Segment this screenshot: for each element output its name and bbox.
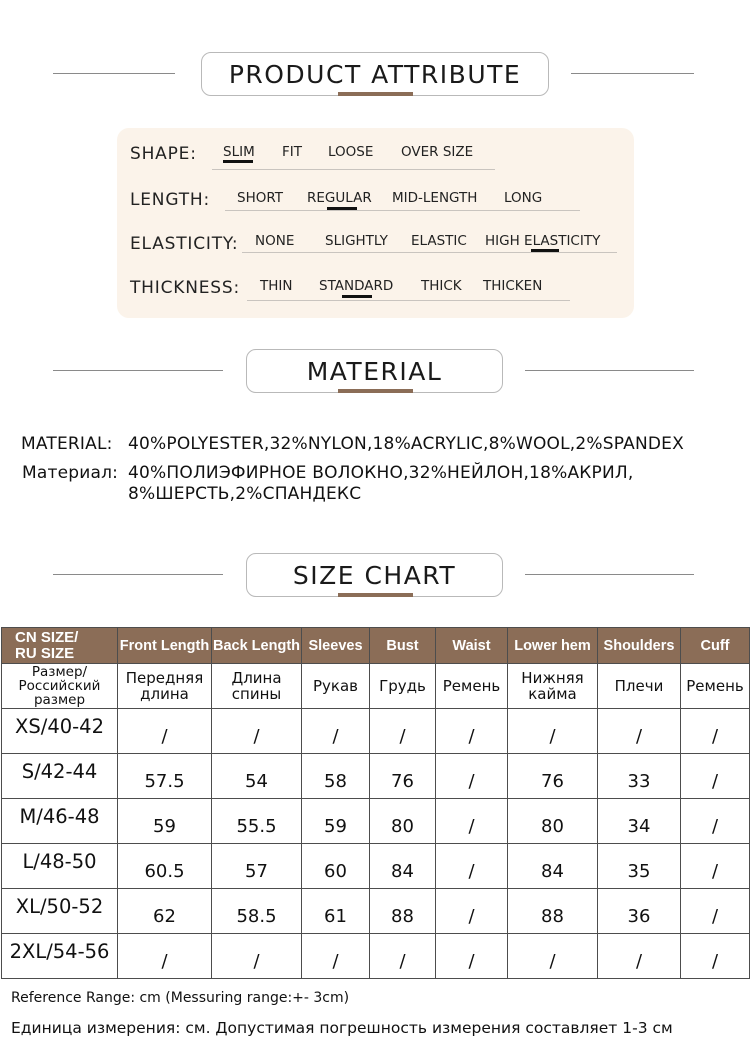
measurement-cell: 36: [598, 889, 681, 934]
table-row: [2, 889, 750, 934]
ru-header-cuff: Ремень: [681, 664, 750, 709]
option-short: SHORT: [237, 190, 283, 206]
ru-header-back-length: Длина спины: [212, 664, 302, 709]
ru-header-sleeves: Рукав: [302, 664, 370, 709]
measurement-cell: /: [508, 709, 598, 754]
attr-baseline: [242, 252, 617, 253]
selected-underline: [223, 160, 253, 163]
attr-label: LENGTH:: [130, 190, 210, 210]
header-bust: Bust: [370, 628, 436, 664]
option-regular: REGULAR: [307, 190, 372, 206]
measurement-cell: 76: [508, 754, 598, 799]
measurement-cell: /: [302, 709, 370, 754]
option-standard: STANDARD: [319, 278, 394, 294]
measurement-cell: /: [598, 709, 681, 754]
header-waist: Waist: [436, 628, 508, 664]
measurement-cell: /: [681, 709, 750, 754]
attr-baseline: [212, 169, 495, 170]
measurement-cell: /: [436, 844, 508, 889]
title-underline: [338, 593, 413, 597]
measurement-cell: /: [436, 709, 508, 754]
measurement-note-ru: Единица измерения: см. Допустимая погрешность измерения составляет 1-3 см: [11, 1019, 673, 1037]
measurement-cell: 57.5: [118, 754, 212, 799]
measurement-cell: /: [681, 844, 750, 889]
measurement-cell: 60.5: [118, 844, 212, 889]
option-thin: THIN: [260, 278, 293, 294]
header-shoulders: Shoulders: [598, 628, 681, 664]
ru-header-shoulders: Плечи: [598, 664, 681, 709]
measurement-cell: 57: [212, 844, 302, 889]
measurement-cell: /: [436, 799, 508, 844]
option-elastic: ELASTIC: [411, 233, 467, 249]
measurement-cell: /: [508, 934, 598, 979]
size-cell: XL/50-52: [2, 889, 118, 934]
option-slightly: SLIGHTLY: [325, 233, 388, 249]
measurement-cell: /: [681, 889, 750, 934]
measurement-cell: /: [681, 799, 750, 844]
header-front-length: Front Length: [118, 628, 212, 664]
size-cell: S/42-44: [2, 754, 118, 799]
measurement-cell: 59: [118, 799, 212, 844]
option-mid-length: MID-LENGTH: [392, 190, 478, 206]
option-loose: LOOSE: [328, 144, 374, 160]
attr-label: SHAPE:: [130, 144, 197, 164]
measurement-cell: /: [598, 934, 681, 979]
table-row: [2, 754, 750, 799]
measurement-cell: /: [681, 934, 750, 979]
divider-line: [525, 370, 694, 371]
header-sleeves: Sleeves: [302, 628, 370, 664]
attr-label: THICKNESS:: [130, 278, 240, 298]
measurement-cell: 80: [508, 799, 598, 844]
measurement-cell: /: [681, 754, 750, 799]
measurement-cell: 80: [370, 799, 436, 844]
measurement-cell: 88: [508, 889, 598, 934]
measurement-cell: /: [370, 934, 436, 979]
ru-header-front-length: Передняя длина: [118, 664, 212, 709]
measurement-cell: 84: [508, 844, 598, 889]
measurement-cell: 33: [598, 754, 681, 799]
measurement-cell: /: [436, 889, 508, 934]
attr-row-thickness: [117, 276, 634, 306]
material-ru-label: Материал:: [22, 463, 119, 483]
measurement-cell: /: [212, 709, 302, 754]
material-ru-value-line2: 8%ШЕРСТЬ,2%СПАНДЕКС: [128, 484, 362, 504]
title-underline: [338, 389, 413, 393]
measurement-cell: 34: [598, 799, 681, 844]
measurement-cell: 54: [212, 754, 302, 799]
size-rows: [2, 709, 750, 979]
reference-range-note: Reference Range: cm (Messuring range:+- 3cm): [11, 990, 350, 1006]
attribute-panel: [117, 128, 634, 318]
option-long: LONG: [504, 190, 543, 206]
material-header: [0, 347, 750, 397]
selected-underline: [531, 249, 559, 252]
measurement-cell: 60: [302, 844, 370, 889]
measurement-cell: /: [370, 709, 436, 754]
attr-row-shape: [117, 142, 634, 172]
measurement-cell: 76: [370, 754, 436, 799]
size-chart-table: [1, 627, 750, 979]
header-back-length: Back Length: [212, 628, 302, 664]
measurement-cell: 62: [118, 889, 212, 934]
table-row: [2, 799, 750, 844]
table-header-row: [2, 628, 750, 664]
attr-baseline: [225, 210, 580, 211]
measurement-cell: /: [212, 934, 302, 979]
header-cuff: Cuff: [681, 628, 750, 664]
ru-header-lower-hem: Нижняя кайма: [508, 664, 598, 709]
divider-line: [571, 73, 694, 74]
measurement-cell: /: [302, 934, 370, 979]
size-chart-header: [0, 551, 750, 601]
selected-underline: [327, 207, 357, 210]
measurement-cell: 59: [302, 799, 370, 844]
option-thicken: THICKEN: [483, 278, 543, 294]
divider-line: [53, 370, 223, 371]
divider-line: [525, 574, 694, 575]
size-cell: L/48-50: [2, 844, 118, 889]
product-attribute-header: [0, 50, 750, 100]
measurement-cell: 88: [370, 889, 436, 934]
measurement-cell: /: [436, 754, 508, 799]
measurement-cell: 55.5: [212, 799, 302, 844]
size-cell: XS/40-42: [2, 709, 118, 754]
material-en-label: MATERIAL:: [21, 434, 113, 454]
material-en-value: 40%POLYESTER,32%NYLON,18%ACRYLIC,8%WOOL,2%SPANDEX: [128, 434, 684, 454]
section-title-material: MATERIAL: [246, 349, 503, 393]
measurement-cell: 58.5: [212, 889, 302, 934]
measurement-cell: /: [118, 709, 212, 754]
attr-row-elasticity: [117, 231, 634, 261]
measurement-cell: 61: [302, 889, 370, 934]
table-row: [2, 934, 750, 979]
measurement-cell: /: [118, 934, 212, 979]
header-lower-hem: Lower hem: [508, 628, 598, 664]
option-fit: FIT: [282, 144, 302, 160]
section-title-product-attribute: PRODUCT ATTRIBUTE: [201, 52, 549, 96]
measurement-cell: 58: [302, 754, 370, 799]
option-none: NONE: [255, 233, 295, 249]
measurement-cell: 84: [370, 844, 436, 889]
attr-baseline: [247, 300, 570, 301]
size-cell: M/46-48: [2, 799, 118, 844]
option-slim: SLIM: [223, 144, 255, 160]
header-cn-size: CN SIZE/ RU SIZE: [2, 628, 118, 664]
size-cell: 2XL/54-56: [2, 934, 118, 979]
selected-underline: [342, 295, 372, 298]
material-ru-value-line1: 40%ПОЛИЭФИРНОЕ ВОЛОКНО,32%НЕЙЛОН,18%АКРИЛ,: [128, 463, 634, 483]
divider-line: [53, 574, 223, 575]
option-over-size: OVER SIZE: [401, 144, 474, 160]
measurement-cell: /: [436, 934, 508, 979]
ru-header-waist: Ремень: [436, 664, 508, 709]
attr-label: ELASTICITY:: [130, 234, 239, 254]
ru-header-bust: Грудь: [370, 664, 436, 709]
table-ru-header-row: [2, 664, 750, 709]
title-underline: [338, 92, 413, 96]
option-thick: THICK: [421, 278, 462, 294]
divider-line: [53, 73, 175, 74]
ru-header-size: Размер/ Российский размер: [2, 664, 118, 709]
table-row: [2, 709, 750, 754]
attr-row-length: [117, 187, 634, 217]
measurement-cell: 35: [598, 844, 681, 889]
section-title-size-chart: SIZE CHART: [246, 553, 503, 597]
table-row: [2, 844, 750, 889]
option-high-elasticity: HIGH ELASTICITY: [485, 233, 601, 249]
